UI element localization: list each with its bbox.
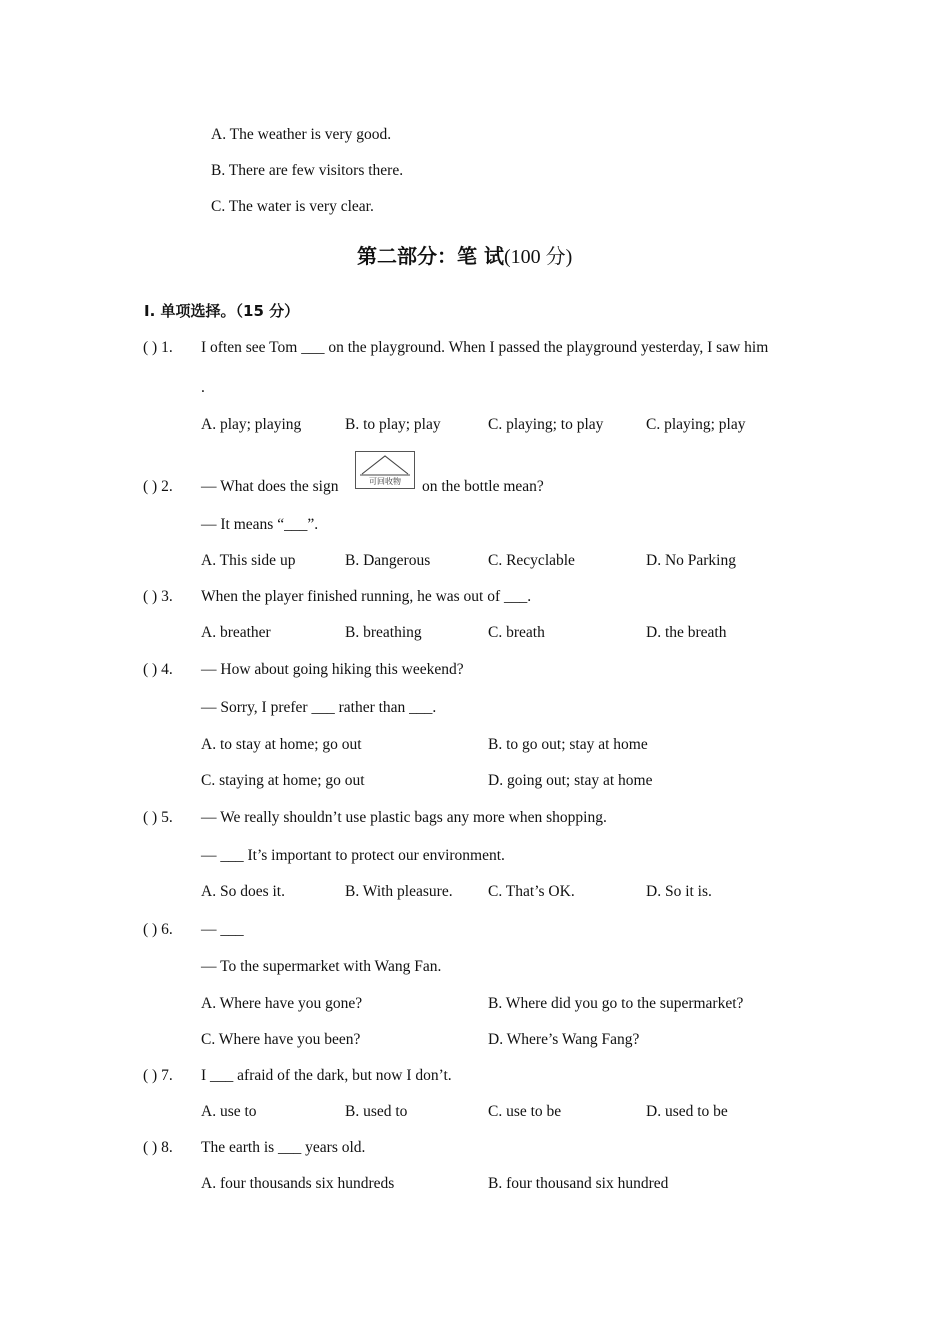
question-1-marker: ( ) 1.	[143, 339, 173, 356]
part-title	[357, 244, 572, 269]
question-3-option-a: A. breather	[201, 624, 271, 641]
question-6-reply: — To the supermarket with Wang Fan.	[201, 958, 442, 975]
question-7-option-a: A. use to	[201, 1103, 257, 1120]
question-1-option-a: A. play; playing	[201, 416, 302, 433]
question-6-stem: — ___	[201, 921, 244, 938]
question-5-option-b: B. With pleasure.	[345, 883, 453, 900]
question-1-option-b: B. to play; play	[345, 416, 441, 433]
question-3-marker: ( ) 3.	[143, 588, 173, 605]
question-2-option-a: A. This side up	[201, 552, 296, 569]
question-3-option-c: C. breath	[488, 624, 545, 641]
question-3-stem: When the player finished running, he was out of ___.	[201, 588, 532, 605]
question-8-option-a: A. four thousands six hundreds	[201, 1175, 395, 1192]
question-2-marker: ( ) 2.	[143, 478, 173, 495]
question-4-marker: ( ) 4.	[143, 661, 173, 678]
question-6-option-c: C. Where have you been?	[201, 1031, 361, 1048]
question-4-option-d: D. going out; stay at home	[488, 772, 653, 789]
question-5-option-a: A. So does it.	[201, 883, 285, 900]
question-7-option-d: D. used to be	[646, 1103, 728, 1120]
question-7-marker: ( ) 7.	[143, 1067, 173, 1084]
question-1-stem-end: .	[201, 379, 205, 396]
listening-option-b: B. There are few visitors there.	[211, 162, 404, 179]
question-8-stem: The earth is ___ years old.	[201, 1139, 366, 1156]
question-7-option-b: B. used to	[345, 1103, 408, 1120]
question-3-option-d: D. the breath	[646, 624, 727, 641]
question-4-option-a: A. to stay at home; go out	[201, 736, 362, 753]
question-2-option-c: C. Recyclable	[488, 552, 575, 569]
part-title-cn: 第二部分：笔 试	[357, 244, 504, 268]
question-2-stem-end: on the bottle mean?	[422, 478, 544, 495]
question-8-option-b: B. four thousand six hundred	[488, 1175, 669, 1192]
question-6-option-d: D. Where’s Wang Fang?	[488, 1031, 640, 1048]
question-1-stem: I often see Tom ___ on the playground. When I passed the playground yesterday, I saw him	[201, 339, 769, 356]
question-4-reply: — Sorry, I prefer ___ rather than ___.	[201, 699, 437, 716]
question-3-option-b: B. breathing	[345, 624, 422, 641]
question-5-reply: — ___ It’s important to protect our environment.	[201, 847, 505, 864]
recycle-sign-image	[355, 451, 415, 489]
question-8-marker: ( ) 8.	[143, 1139, 173, 1156]
question-4-stem: — How about going hiking this weekend?	[201, 661, 464, 678]
part-title-score: (100 分)	[503, 246, 573, 268]
question-6-option-b: B. Where did you go to the supermarket?	[488, 995, 744, 1012]
question-5-option-c: C. That’s OK.	[488, 883, 575, 900]
question-4-option-c: C. staying at home; go out	[201, 772, 365, 789]
question-4-option-b: B. to go out; stay at home	[488, 736, 648, 753]
question-6-option-a: A. Where have you gone?	[201, 995, 363, 1012]
question-2-option-b: B. Dangerous	[345, 552, 431, 569]
question-2-stem-start: — What does the sign	[201, 478, 339, 495]
listening-option-a: A. The weather is very good.	[211, 126, 392, 143]
question-1-option-c: C. playing; to play	[488, 416, 604, 433]
question-1-option-d: C. playing; play	[646, 416, 746, 433]
question-5-marker: ( ) 5.	[143, 809, 173, 826]
question-7-stem: I ___ afraid of the dark, but now I don’t.	[201, 1067, 452, 1084]
question-2-reply: — It means “___”.	[201, 516, 319, 533]
question-2-option-d: D. No Parking	[646, 552, 736, 569]
question-7-option-c: C. use to be	[488, 1103, 562, 1120]
section-heading: Ⅰ. 单项选择。（15 分）	[144, 302, 300, 320]
listening-option-c: C. The water is very clear.	[211, 198, 374, 215]
question-6-marker: ( ) 6.	[143, 921, 173, 938]
question-5-option-d: D. So it is.	[646, 883, 712, 900]
recycle-sign-caption: 可回收物	[369, 477, 401, 486]
question-5-stem: — We really shouldn’t use plastic bags any more when shopping.	[201, 809, 607, 826]
